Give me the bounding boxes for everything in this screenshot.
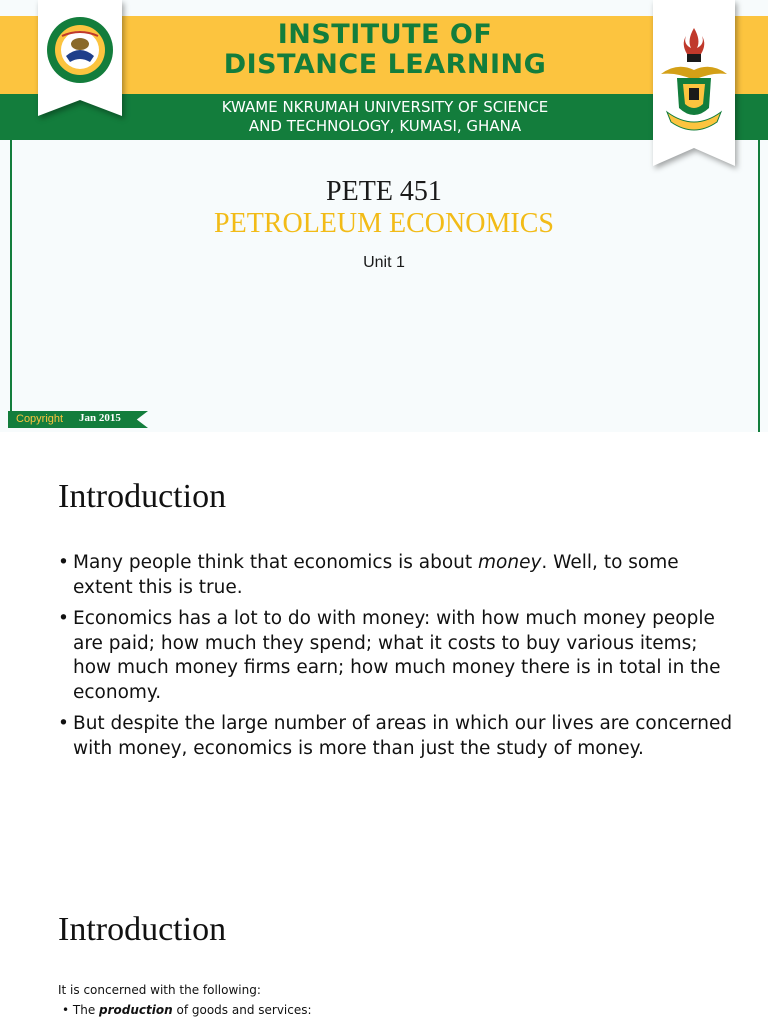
slide-2-bullet-list — [58, 551, 738, 768]
copyright-date: Jan 2015 — [79, 412, 121, 424]
institute-title-line2: DISTANCE LEARNING — [223, 49, 547, 80]
idl-logo-ribbon — [38, 0, 122, 116]
slide-3-bullet-emphasis: production — [99, 1003, 173, 1017]
university-name-line1: KWAME NKRUMAH UNIVERSITY OF SCIENCE — [221, 98, 549, 116]
institute-title — [130, 20, 640, 80]
knust-crest-ribbon — [653, 0, 735, 166]
bullet-1-text-start: Many people think that economics is about — [73, 552, 479, 573]
slide-2-heading: Introduction — [58, 478, 227, 515]
bullet-symbol: • — [62, 1003, 73, 1017]
bullet-1-text-end: . Well, to some extent this is true. — [73, 552, 679, 598]
institute-title-line1: INSTITUTE OF — [277, 19, 493, 50]
university-name — [130, 98, 640, 136]
slide-3-bullet — [62, 1003, 312, 1017]
idl-logo-icon — [47, 17, 113, 83]
list-item: • Economics has a lot to do with money: with how much money people are paid; how much they spend; what it costs to buy various items; how much money firms earn; how much money there is in total in the economy. — [58, 607, 738, 705]
university-name-line2: AND TECHNOLOGY, KUMASI, GHANA — [248, 117, 522, 135]
slide-3-heading: Introduction — [58, 911, 227, 948]
unit-label: Unit 1 — [363, 254, 405, 271]
course-code: PETE 451 — [326, 176, 442, 207]
slide-3-bullet-start: The — [72, 1003, 100, 1017]
list-item — [58, 551, 738, 600]
slide-3-intro: It is concerned with the following: — [58, 983, 261, 997]
copyright-label: Copyright — [16, 413, 64, 425]
bullet-1-emphasis: money — [478, 552, 542, 573]
title-slide — [0, 0, 768, 432]
course-name: PETROLEUM ECONOMICS — [214, 208, 554, 239]
slide-3-bullet-end: of goods and services: — [172, 1003, 312, 1017]
list-item: • But despite the large number of areas in which our lives are concerned with money, economics is more than just the study of money. — [58, 712, 738, 761]
